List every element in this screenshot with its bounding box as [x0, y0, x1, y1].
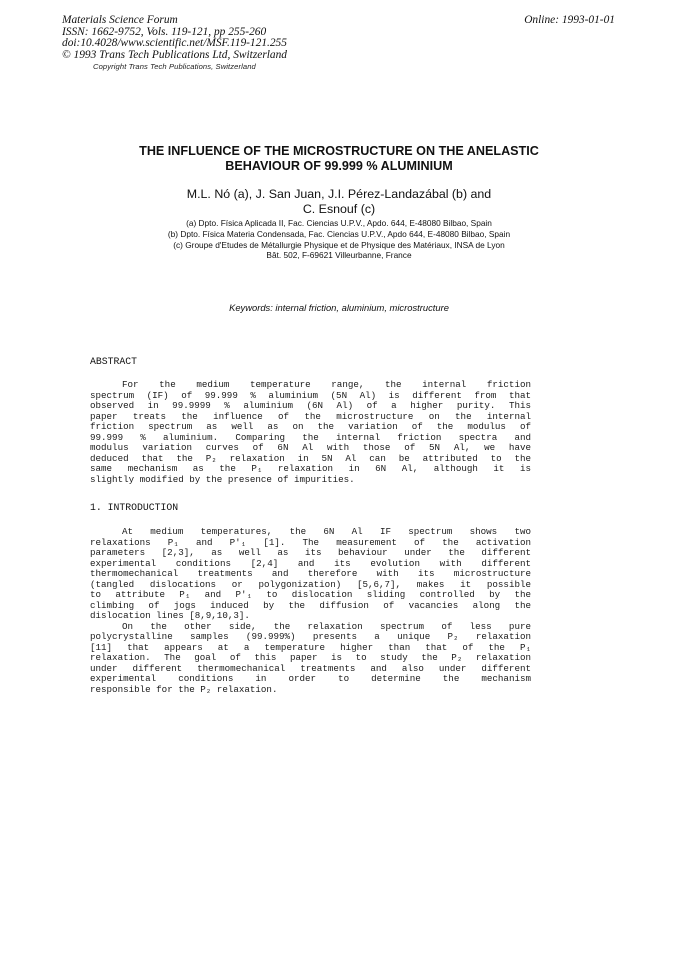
intro-line: climbing of jogs induced by the diffusion of vacancies along the [90, 599, 531, 611]
abstract-line: same mechanism as the P₁ relaxation in 6N Al, although it is [90, 463, 531, 474]
intro-line: polycrystalline samples (99.999%) presents a unique P₂ relaxation [90, 631, 531, 642]
abstract-line: modulus variation curves of 6N Al with those of 5N Al, we have [90, 442, 531, 453]
paper-title [0, 144, 678, 174]
intro-line: At medium temperatures, the 6N Al IF spectrum shows two [122, 526, 531, 537]
abstract-line: 99.999 % aluminium. Comparing the internal friction spectra and [90, 431, 531, 443]
keywords: Keywords: internal friction, aluminium, microstructure [229, 302, 449, 313]
affiliations [0, 218, 678, 261]
intro-line: experimental conditions in order to determine the mechanism [90, 673, 531, 684]
affiliation-c: (c) Groupe d'Etudes de Métallurgie Physique et de Physique des Matériaux, INSA de Lyon [173, 239, 505, 250]
online-date: Online: 1993-01-01 [524, 14, 615, 26]
intro-line: [11] that appears at a temperature higher than that of the P₁ [90, 641, 531, 653]
intro-line: dislocation lines [8,9,10,3]. [90, 610, 250, 621]
intro-line: parameters [2,3], as well as its behaviour under the different [90, 547, 531, 558]
intro-line: relaxations P₁ and P'₁ [1]. The measurement of the activation [90, 536, 531, 548]
intro-line: under different thermomechanical treatments and also under different [90, 662, 531, 674]
intro-line: responsible for the P₂ relaxation. [90, 683, 278, 695]
journal-copyright: © 1993 Trans Tech Publications Ltd, Switzerland [62, 48, 287, 61]
journal-issn: ISSN: 1662-9752, Vols. 119-121, pp 255-260 [62, 25, 267, 38]
abstract-body [90, 380, 531, 485]
abstract-line: friction spectrum as well as on the variation of the modulus of [90, 421, 531, 432]
author-line: C. Esnouf (c) [302, 201, 376, 216]
abstract-line: For the medium temperature range, the internal friction [122, 379, 531, 390]
author-list [0, 187, 678, 216]
abstract-line: slightly modified by the presence of impurities. [90, 473, 355, 485]
intro-line: experimental conditions [2,4] and its evolution with different [90, 557, 531, 569]
introduction-body [90, 527, 531, 695]
author-line: M.L. Nó (a), J. San Juan, J.I. Pérez-Landazábal (b) and [186, 187, 492, 201]
abstract-line: spectrum (IF) of 99.999 % aluminium (5N Al) is different from that [90, 389, 531, 401]
abstract-heading: ABSTRACT [90, 356, 138, 367]
abstract-line: deduced that the P₂ relaxation in 5N Al can be attributed to the [90, 452, 531, 464]
affiliation-c-address: Bât. 502, F-69621 Villeurbanne, France [266, 250, 412, 261]
intro-line: relaxation. The goal of this paper is to study the P₂ relaxation [90, 652, 531, 663]
introduction-heading: 1. INTRODUCTION [90, 502, 179, 513]
abstract-line: paper treats the influence of the microstructure on the internal [90, 410, 531, 422]
title-line: BEHAVIOUR OF 99.999 % ALUMINIUM [225, 159, 453, 173]
journal-header [62, 15, 287, 61]
title-line: THE INFLUENCE OF THE MICROSTRUCTURE ON THE ANELASTIC [139, 144, 539, 158]
journal-doi: doi:10.4028/www.scientific.net/MSF.119-121.255 [62, 37, 287, 50]
abstract-line: observed in 99.9999 % aluminium (6N Al) of a higher purity. This [90, 400, 531, 411]
copyright-stamp: Copyright Trans Tech Publications, Switzerland [93, 62, 256, 71]
intro-line: thermomechanical treatments and therefore with its microstructure [90, 568, 531, 579]
intro-line: (tangled dislocations or polygonization) [5,6,7], makes it possible [90, 578, 531, 590]
affiliation-a: (a) Dpto. Física Aplicada II, Fac. Ciencias U.P.V., Apdo. 644, E-48080 Bilbao, Spain [186, 218, 492, 228]
journal-name: Materials Science Forum [62, 14, 178, 26]
affiliation-b: (b) Dpto. Física Materia Condensada, Fac. Ciencias U.P.V., Apdo 644, E-48080 Bilbao, Spain [167, 228, 511, 239]
intro-line: to attribute P₁ and P'₁ to dislocation sliding controlled by the [90, 589, 531, 600]
intro-line: On the other side, the relaxation spectrum of less pure [122, 620, 531, 632]
